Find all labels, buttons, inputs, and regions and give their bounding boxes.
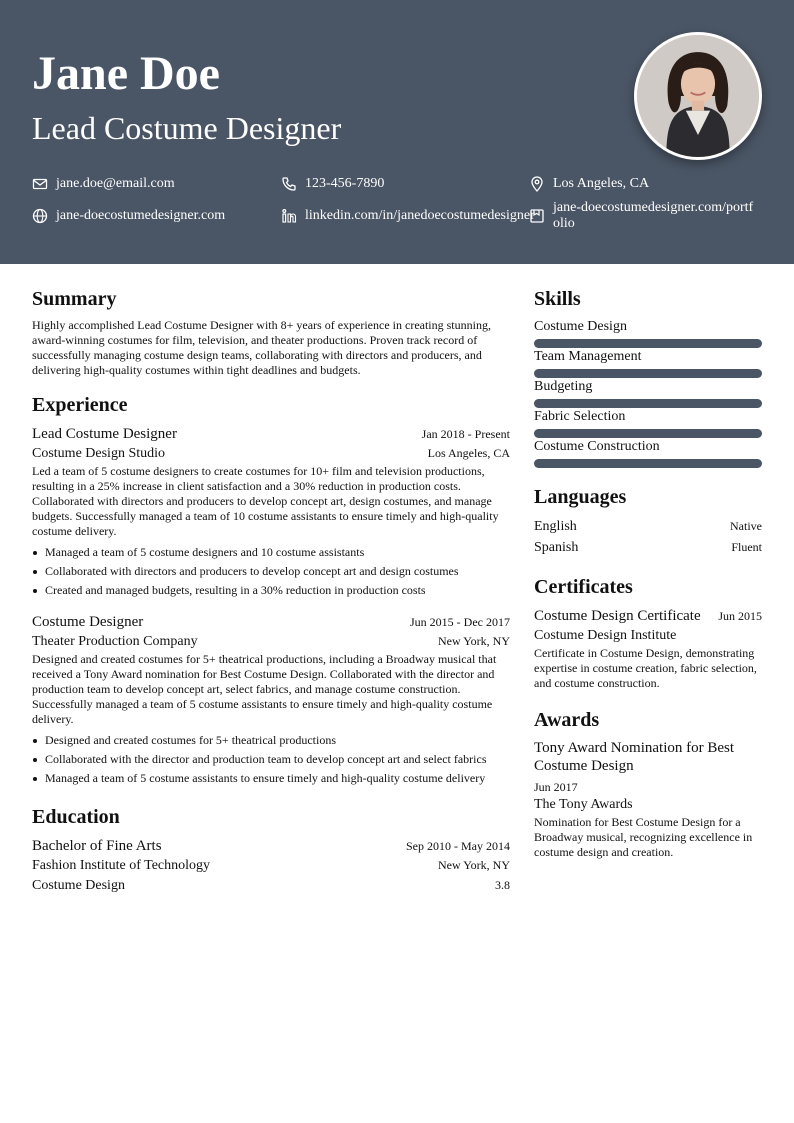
experience-section — [32, 392, 510, 788]
map-pin-icon — [529, 176, 545, 192]
languages-heading: Languages — [534, 486, 627, 508]
certificate-date: Jun 2015 — [718, 609, 762, 623]
contact-portfolio-text: jane-doecostumedesigner.com/portfolio — [553, 200, 754, 231]
job-company: Theater Production Company — [32, 634, 198, 649]
contact-email-text: jane.doe@email.com — [56, 176, 175, 191]
candidate-name: Jane Doe — [32, 47, 220, 100]
side-column — [534, 286, 762, 860]
contact-location — [529, 176, 649, 192]
mail-icon — [32, 176, 48, 192]
job-entry — [32, 424, 510, 600]
skill-bar — [534, 369, 762, 378]
summary-text: Highly accomplished Lead Costume Designer with 8+ years of experience in creating stunning, award-winning costumes for film, television, and theater productions. Proven track record of successfully managing costume design teams, collaborating with directors and producers, and delivering high-quality costumes within tight deadlines and budgets. — [32, 318, 491, 377]
education-degree: Bachelor of Fine Arts — [32, 838, 162, 854]
summary-heading: Summary — [32, 288, 117, 310]
job-bullets — [32, 543, 510, 600]
certificates-heading: Certificates — [534, 576, 633, 598]
award-description: Nomination for Best Costume Design for a Broadway musical, recognizing excellence in costume design and creation. — [534, 815, 753, 859]
awards-heading: Awards — [534, 709, 600, 731]
candidate-title: Lead Costume Designer — [32, 110, 342, 146]
job-description: Led a team of 5 costume designers to create costumes for 10+ film and television productions, resulting in a 25% increase in client satisfaction and a 30% reduction in production costs. Collaborated with directors and producers to develop concept art, design costumes, and manage budgets. Successfully managed a team of 10 costume assistants to ensure timely and high-quality costume delivery. — [32, 464, 499, 538]
job-bullet: Collaborated with the director and production team to develop concept art and select fabrics — [32, 750, 510, 769]
certificate-issuer: Costume Design Institute — [534, 628, 677, 643]
profile-photo — [634, 32, 762, 160]
job-dates: Jun 2015 - Dec 2017 — [410, 615, 510, 629]
job-role: Lead Costume Designer — [32, 426, 177, 442]
main-column — [32, 286, 510, 896]
skill-item — [534, 318, 762, 348]
certificate-name: Costume Design Certificate — [534, 608, 701, 624]
education-dates: Sep 2010 - May 2014 — [406, 839, 510, 853]
skill-bar — [534, 459, 762, 468]
skill-item — [534, 408, 762, 438]
education-school: Fashion Institute of Technology — [32, 858, 211, 873]
job-bullet: Managed a team of 5 costume designers and 10 costume assistants — [32, 543, 510, 562]
skill-name: Budgeting — [534, 379, 593, 394]
skill-bar — [534, 399, 762, 408]
phone-icon — [281, 176, 297, 192]
summary-section — [32, 286, 510, 378]
job-location: New York, NY — [437, 634, 510, 648]
education-field: Costume Design — [32, 878, 125, 893]
language-level: Native — [730, 519, 762, 533]
award-name: Tony Award Nomination for Best Costume Design — [534, 740, 735, 774]
contact-website[interactable] — [32, 208, 225, 224]
education-location: New York, NY — [437, 858, 510, 872]
job-bullets — [32, 731, 510, 788]
certificates-section — [534, 574, 762, 691]
job-dates: Jan 2018 - Present — [421, 427, 510, 441]
contact-linkedin-text: linkedin.com/in/janedoecostumedesigner — [305, 208, 535, 223]
awards-section — [534, 707, 762, 860]
job-company: Costume Design Studio — [32, 446, 166, 461]
contact-portfolio[interactable] — [529, 200, 759, 232]
contact-linkedin[interactable] — [281, 208, 535, 224]
job-entry — [32, 612, 510, 788]
contact-email[interactable] — [32, 176, 175, 192]
languages-section — [534, 484, 762, 558]
portfolio-icon — [529, 208, 545, 224]
skills-section — [534, 286, 762, 468]
skill-bar — [534, 429, 762, 438]
resume-header — [0, 0, 794, 264]
portrait-image — [637, 35, 759, 157]
job-bullet: Managed a team of 5 costume assistants to ensure timely and high-quality costume delivery — [32, 769, 510, 788]
contact-phone[interactable] — [281, 176, 384, 192]
education-heading: Education — [32, 806, 120, 828]
contact-website-text: jane-doecostumedesigner.com — [56, 208, 226, 223]
certificate-description: Certificate in Costume Design, demonstrating expertise in costume creation, fabric selection, and costume construction. — [534, 646, 757, 690]
job-bullet: Designed and created costumes for 5+ theatrical productions — [32, 731, 510, 750]
skill-item — [534, 348, 762, 378]
job-description: Designed and created costumes for 5+ theatrical productions, including a Broadway musical that received a Tony Award nomination for Best Costume Design. Collaborated with the director and production team to develop concept art, select fabrics, and manage costume construction. Successfully managed a team of 5 costume assistants to ensure timely and high-quality costume delivery. — [32, 652, 497, 726]
experience-heading: Experience — [32, 394, 128, 416]
job-role: Costume Designer — [32, 614, 144, 630]
skill-item — [534, 438, 762, 468]
language-item — [534, 516, 762, 537]
contact-phone-text: 123-456-7890 — [305, 176, 385, 191]
language-level: Fluent — [731, 540, 762, 554]
skill-name: Costume Construction — [534, 439, 660, 454]
award-date: Jun 2017 — [534, 780, 578, 794]
job-bullet: Created and managed budgets, resulting in a 30% reduction in production costs — [32, 581, 510, 600]
language-name: English — [534, 519, 577, 534]
contact-location-text: Los Angeles, CA — [553, 176, 650, 191]
skill-name: Costume Design — [534, 319, 627, 334]
skill-bar — [534, 339, 762, 348]
job-location: Los Angeles, CA — [427, 446, 510, 460]
globe-icon — [32, 208, 48, 224]
language-item — [534, 537, 762, 558]
skill-name: Team Management — [534, 349, 642, 364]
job-bullet: Collaborated with directors and producers to develop concept art and design costumes — [32, 562, 510, 581]
education-gpa: 3.8 — [495, 878, 510, 892]
skill-name: Fabric Selection — [534, 409, 626, 424]
linkedin-icon — [281, 208, 297, 224]
award-issuer: The Tony Awards — [534, 797, 633, 812]
language-name: Spanish — [534, 540, 579, 555]
skill-item — [534, 378, 762, 408]
skills-heading: Skills — [534, 288, 581, 310]
education-section — [32, 804, 510, 896]
